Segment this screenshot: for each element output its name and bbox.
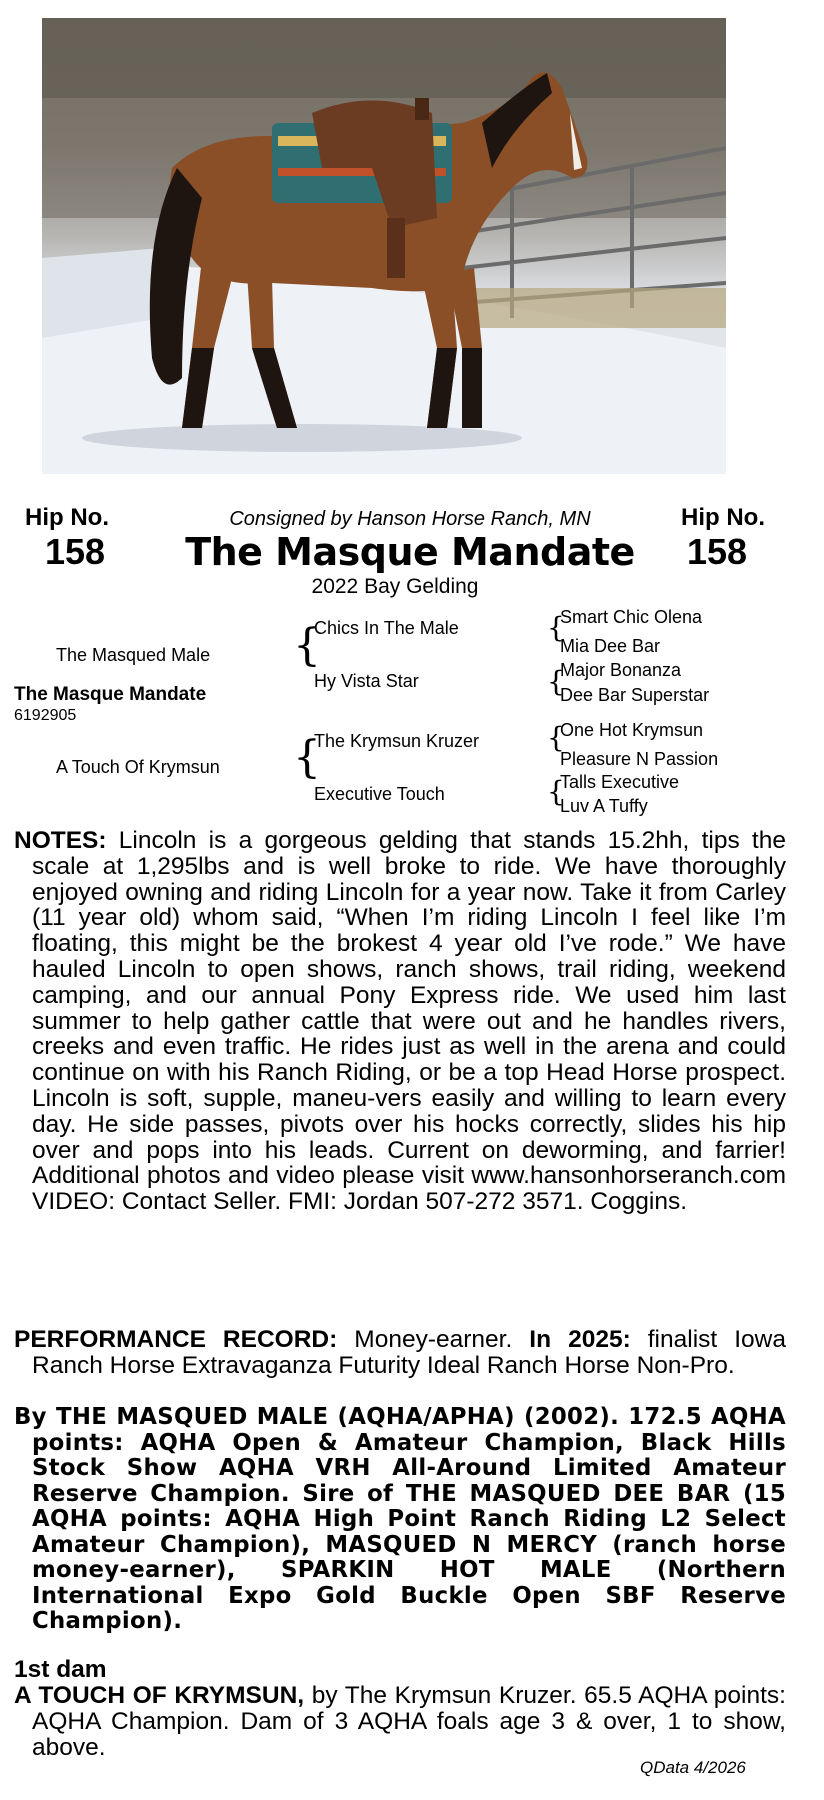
pedigree-g5: One Hot Krymsun — [560, 720, 704, 740]
horse-description: 2022 Bay Gelding — [311, 575, 479, 598]
pedigree-g2: Mia Dee Bar — [560, 636, 661, 656]
performance-text-2: finalist Iowa Ranch Horse Extravaganza Futurity Ideal Ranch Horse Non-Pro. — [32, 1326, 786, 1379]
brace-g4: { — [547, 775, 565, 808]
pedigree-sire-dam: Hy Vista Star — [314, 671, 419, 691]
brace-g2: { — [547, 665, 565, 698]
dam-name: A TOUCH OF KRYMSUN, — [14, 1682, 305, 1709]
pedigree-dam-sire: The Krymsun Kruzer — [314, 731, 480, 751]
hip-number-right: 158 — [686, 531, 748, 572]
notes-text: Lincoln is a gorgeous gelding that stands 15.2hh, tips the scale at 1,295lbs and is well broke to ride. We have thoroughly enjoyed owning and riding Lincoln for a year now. Take it from Carley (11 year old) whom said, “When I’m riding Lincoln I feel like I’m floating, this might be the brokest 4 year old I’ve rode.” We have hauled Lincoln to open shows, ranch shows, trail riding, weekend camping, and our annual Pony Express ride. We used him last summer to help gather cattle that were out and he handles rivers, creeks and even traffic. He rides just as well in the arena and could continue on with his Ranch Riding, or be a top Head Horse prospect. Lincoln is soft, supple, maneu-vers easily and willing to learn every day. He side passes, pivots over his hocks correctly, slides his hip over and pops into his leads. Current on deworming, and farrier! Additional photos and video please visit www.hansonhorseranch.com VIDEO: Contact Seller. FMI: Jordan 507-272 3571. Coggins. — [32, 827, 786, 1216]
notes-label: NOTES: — [14, 827, 107, 854]
pedigree-dam: A Touch Of Krymsun — [56, 757, 220, 777]
pedigree-g7: Talls Executive — [560, 772, 680, 792]
brace-g3: { — [547, 721, 565, 754]
consignor-line: Consigned by Hanson Horse Ranch, MN — [229, 508, 591, 530]
performance-text-1: Money-earner. — [354, 1326, 513, 1353]
brace-sire: { — [293, 620, 321, 671]
footer-qdata: QData 4/2026 — [640, 1758, 746, 1777]
first-dam-heading: 1st dam — [14, 1656, 107, 1683]
notes-paragraph — [14, 828, 786, 1215]
performance-label: PERFORMANCE RECORD: — [14, 1326, 338, 1353]
performance-paragraph — [14, 1327, 786, 1379]
pedigree-g8: Luv A Tuffy — [560, 796, 648, 816]
pedigree-g4: Dee Bar Superstar — [560, 685, 710, 705]
pedigree-g1: Smart Chic Olena — [560, 607, 703, 627]
dam-text: by The Krymsun Kruzer. 65.5 AQHA points: AQHA Champion. Dam of 3 AQHA foals age 3 & over, 1 to show, above. — [32, 1682, 786, 1761]
brace-g1: { — [547, 611, 565, 644]
brace-dam: { — [293, 732, 321, 783]
registration-number: 6192905 — [14, 707, 77, 724]
horse-photo — [42, 18, 726, 474]
horse-name-title: The Masque Mandate — [185, 530, 635, 574]
pedigree-dam-dam: Executive Touch — [314, 784, 445, 804]
dam-paragraph — [14, 1683, 786, 1760]
hip-label-left: Hip No. — [25, 504, 109, 531]
pedigree-sire-sire: Chics In The Male — [314, 618, 459, 638]
pedigree-g3: Major Bonanza — [560, 660, 682, 680]
pedigree-g6: Pleasure N Passion — [560, 749, 719, 769]
sire-record-paragraph: By THE MASQUED MALE (AQHA/APHA) (2002). 172.5 AQHA points: AQHA Open & Amateur Champion, Black Hills Stock Show AQHA VRH All-Around Limited Amateur Reserve Champion. Sire of THE MASQUED DEE BAR (15 AQHA points: AQHA High Point Ranch Riding L2 Select Amateur Champion), MASQUED N MERCY (ranch horse money-earner), SPARKIN HOT MALE (Northern International Expo Gold Buckle Open SBF Reserve Champion). — [14, 1404, 786, 1634]
pedigree-sire: The Masqued Male — [56, 645, 211, 665]
hip-label-right: Hip No. — [681, 504, 765, 531]
hip-number-left: 158 — [44, 531, 106, 572]
performance-year: In 2025: — [529, 1326, 631, 1353]
pedigree-subject: The Masque Mandate — [14, 684, 207, 705]
